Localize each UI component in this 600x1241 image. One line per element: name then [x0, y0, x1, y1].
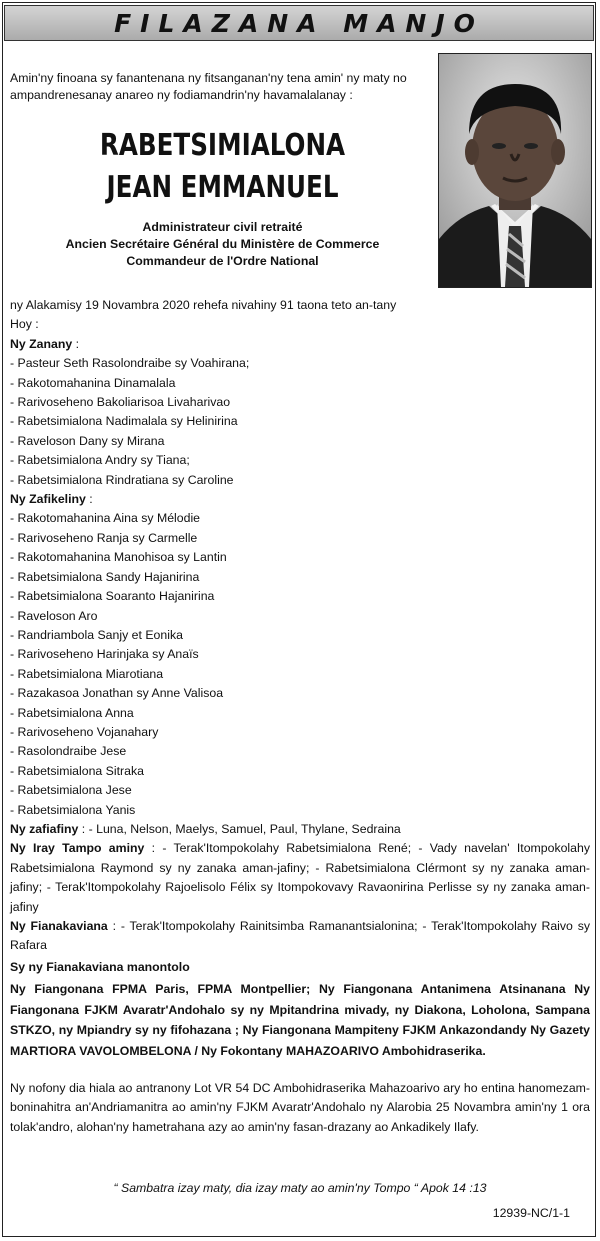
list-item: - Rabetsimialona Rindratiana sy Caroline — [10, 472, 234, 487]
iray-tampo-heading: Ny Iray Tampo aminy — [10, 841, 145, 856]
list-item: - Rabetsimialona Soaranto Hajanirina — [10, 589, 215, 604]
list-item: - Rabetsimialona Sitraka — [10, 763, 144, 778]
list-item: - Rabetsimialona Jese — [10, 783, 132, 798]
list-item: - Rakotomahanina Aina sy Mélodie — [10, 511, 201, 526]
iray-tampo-paragraph — [10, 839, 590, 917]
deceased-titles — [10, 219, 435, 270]
title-line: Ancien Secrétaire Général du Ministère de Commerce — [65, 237, 380, 251]
hoy-line: Hoy : — [10, 317, 39, 332]
list-item: - Rabetsimialona Yanis — [10, 802, 136, 817]
zafikeliny-heading: Ny Zafikeliny — [10, 492, 86, 507]
list-item: - Rabetsimialona Anna — [10, 705, 134, 720]
list-item: - Rakotomahanina Dinamalala — [10, 375, 176, 390]
zafiafiny-paragraph — [10, 820, 590, 839]
zafikeliny-list — [10, 509, 590, 820]
list-item: - Rabetsimialona Sandy Hajanirina — [10, 569, 200, 584]
portrait-photo — [438, 53, 592, 288]
deceased-name-line2: JEAN EMMANUEL — [106, 170, 339, 205]
list-item: - Rasolondraibe Jese — [10, 744, 127, 759]
title-line: Administrateur civil retraité — [142, 220, 303, 234]
fianakaviana-text: : - Terak'Itompokolahy Rainitsimba Ramanantsialonina; - Terak'Itompokolahy Raivo sy Rafara — [10, 919, 590, 953]
notice-body — [10, 296, 590, 1061]
manontolo-line: Sy ny Fianakaviana manontolo — [10, 959, 190, 974]
list-item: - Rarivoseheno Ranja sy Carmelle — [10, 530, 198, 545]
intro-text: Amin'ny finoana sy fanantenana ny fitsanganan'ny tena amin' ny maty no ampandrenesanay anareo ny fodiamandrin'ny havamalalanay : — [10, 71, 407, 102]
fianakaviana-heading: Ny Fianakaviana — [10, 919, 108, 933]
list-item: - Rarivoseheno Harinjaka sy Anaïs — [10, 647, 199, 662]
deceased-name-line1: RABETSIMIALONA — [99, 128, 346, 163]
list-item: - Rakotomahanina Manohisoa sy Lantin — [10, 550, 227, 565]
list-item: - Raveloson Dany sy Mirana — [10, 433, 165, 448]
churches-paragraph: Ny Fiangonana FPMA Paris, FPMA Montpellier; Ny Fiangonana Antanimena Atsinanana Ny Fiangonana FJKM Avaratr'Andohalo sy ny Mpitandrina mivady, ny Diakona, Loholona, Sampana STKZO, ny Mpiandry sy ny fifohazana ; Ny Fiangonana Mampiteny FJKM Ankazondandy Ny Gazety MARTIORA VAVOLOMBELONA / Ny Fokontany MAHAZOARIVO Ambohidraserika. — [10, 982, 590, 1058]
list-item: - Pasteur Seth Rasolondraibe sy Voahirana; — [10, 356, 250, 371]
closing-paragraph: Ny nofony dia hiala ao antranony Lot VR 54 DC Ambohidraserika Mahazoarivo ary ho entina hanomezam-boninahitra an'Andriamanitra ao amin'ny FJKM Avaratr'Andohalo ny Alarobia 25 Novambra amin'ny 1 ora tolak'andro, alohan'ny hametrahana azy ao amin'ny fasan-drazany ao Ankadikely Ilafy. — [10, 1081, 590, 1134]
fianakaviana-paragraph — [10, 917, 590, 956]
list-item: - Rabetsimialona Miarotiana — [10, 666, 164, 681]
zafikeliny-heading-line: Ny Zafikeliny : — [10, 492, 93, 507]
zanany-heading: Ny Zanany — [10, 336, 73, 351]
list-item: - Rarivoseheno Vojanahary — [10, 724, 159, 739]
death-line: ny Alakamisy 19 Novambra 2020 rehefa nivahiny 91 taona teto an-tany — [10, 298, 397, 312]
zanany-list — [10, 354, 590, 490]
title-line: Commandeur de l'Ordre National — [126, 254, 319, 268]
zafiafiny-text: : - Luna, Nelson, Maelys, Samuel, Paul, Thylane, Sedraina — [81, 821, 401, 836]
notice-header — [4, 5, 594, 41]
list-item: - Raveloson Aro — [10, 608, 98, 623]
list-item: - Randriambola Sanjy et Eonika — [10, 627, 183, 642]
list-item: - Razakasoa Jonathan sy Anne Valisoa — [10, 686, 224, 701]
zanany-heading-line: Ny Zanany : — [10, 336, 80, 351]
iray-tampo-text: : - Terak'Itompokolahy Rabetsimialona René; - Vady navelan' Itompokolahy Rabetsimialona Raymond sy ny zanaka aman-jafiny; - Rabetsimialona Clérmont sy ny zanaka aman-jafiny; - Terak'Itompokolahy Rajoelisolo Félix sy Itompokovavy Ravaonirina Perlisse sy ny zanaka aman-jafiny — [10, 841, 590, 914]
bible-quote: “ Sambatra izay maty, dia izay maty ao amin'ny Tompo “ Apok 14 :13 — [113, 1181, 487, 1195]
list-item: - Rabetsimialona Andry sy Tiana; — [10, 453, 190, 468]
notice-title: FILAZANA MANJO — [114, 8, 484, 38]
reference-code: 12939-NC/1-1 — [492, 1206, 570, 1220]
portrait-image — [439, 54, 591, 287]
zafiafiny-heading: Ny zafiafiny — [10, 821, 79, 836]
list-item: - Rabetsimialona Nadimalala sy Helinirina — [10, 414, 238, 429]
list-item: - Rarivoseheno Bakoliarisoa Livaharivao — [10, 395, 231, 410]
